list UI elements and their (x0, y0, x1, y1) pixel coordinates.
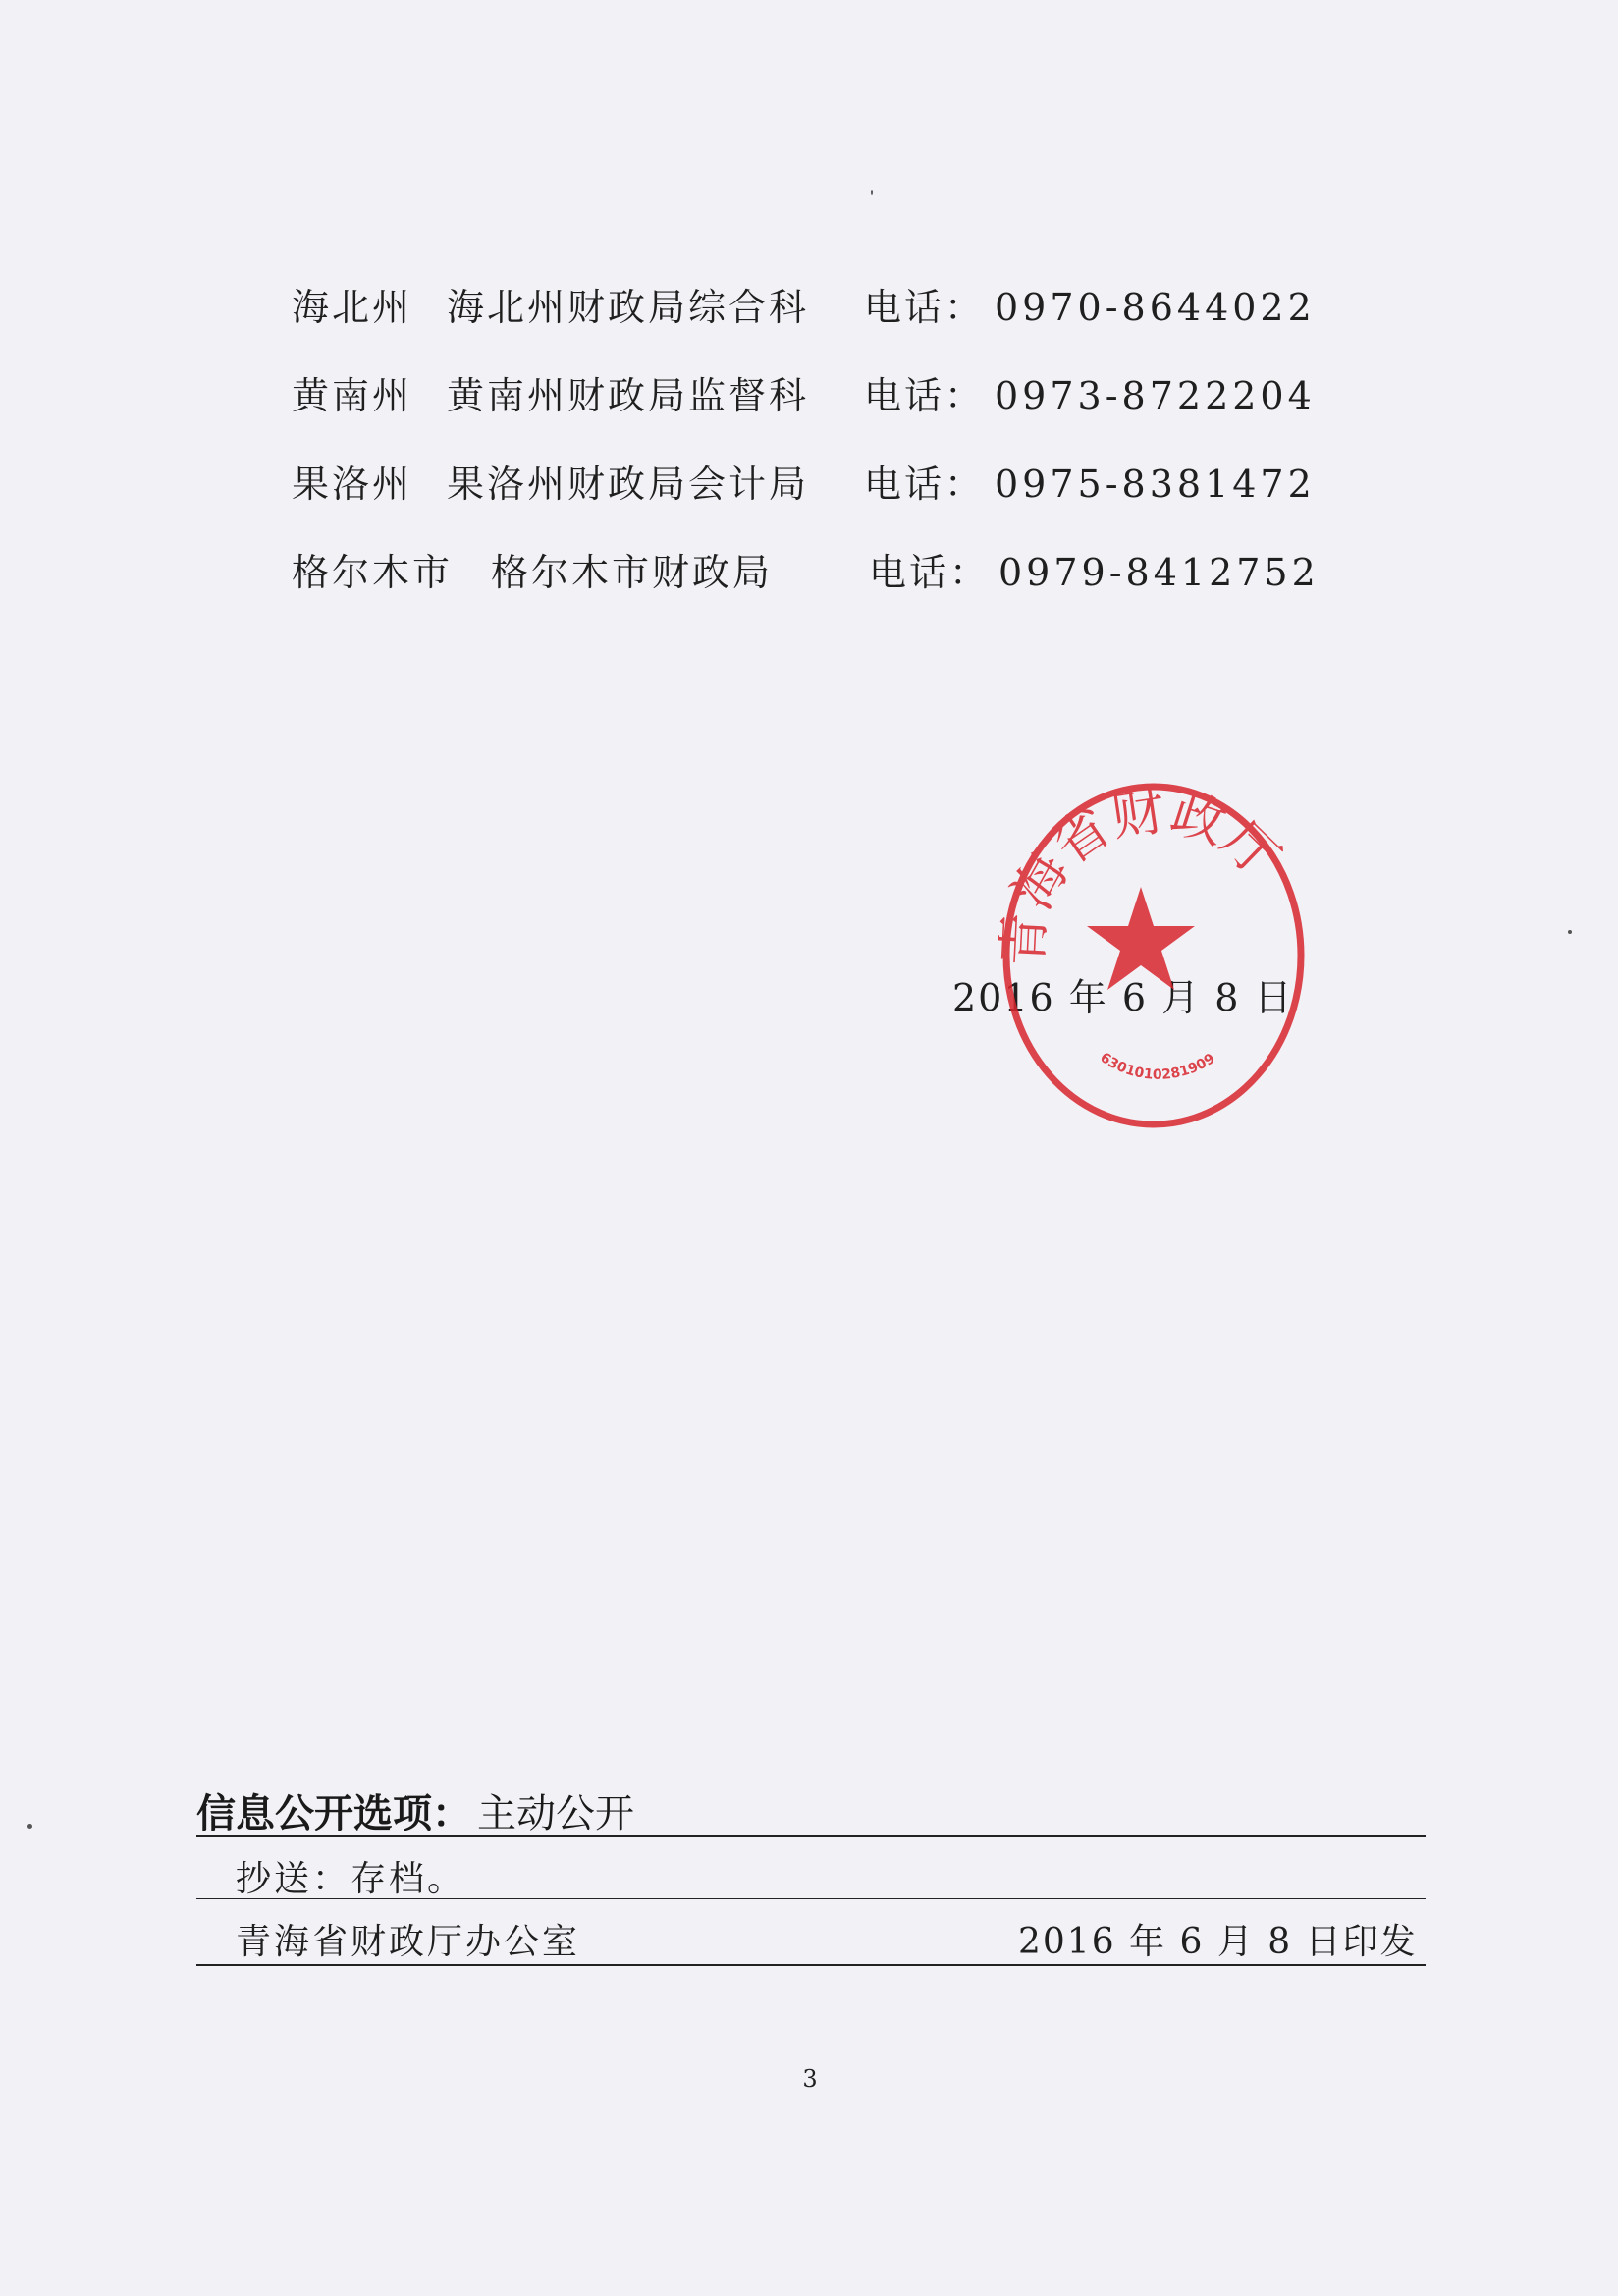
footer-rule-middle (196, 1898, 1426, 1899)
contact-region: 黄南州 (292, 374, 413, 417)
contact-phone-label: 电话： (864, 463, 986, 506)
contact-dept: 海北州财政局综合科 (447, 286, 810, 329)
contact-dept: 格尔木市财政局 (491, 551, 774, 594)
contact-phone: 0979-8412752 (998, 551, 1320, 594)
contact-region: 海北州 (292, 286, 413, 329)
contact-region: 果洛州 (292, 463, 413, 506)
scan-speck (27, 1824, 32, 1829)
signature-date: 2016 年 6 月 8 日 (952, 976, 1294, 1019)
official-seal (992, 779, 1311, 1132)
disclosure-label: 信息公开选项： (196, 1791, 471, 1836)
contact-phone-label: 电话： (864, 374, 986, 417)
seal-text: 青海省财政厅 (992, 779, 1292, 968)
issuer: 青海省财政厅办公室 (236, 1922, 581, 1962)
cc-line: 抄送：存档。 (236, 1859, 466, 1899)
contact-region: 格尔木市 (292, 551, 454, 594)
issue-date: 2016 年 6 月 8 日印发 (1018, 1922, 1418, 1962)
disclosure-option (196, 1782, 634, 1838)
contact-phone: 0975-8381472 (995, 463, 1316, 506)
page-number: 3 (802, 2065, 818, 2093)
contact-phone: 0970-8644022 (995, 286, 1316, 329)
footer-rule-bottom (196, 1964, 1426, 1966)
contact-dept: 果洛州财政局会计局 (447, 463, 810, 506)
footer-rule-top (196, 1835, 1426, 1837)
contact-dept: 黄南州财政局监督科 (447, 374, 810, 417)
contact-phone-label: 电话： (869, 551, 991, 594)
scan-speck (871, 190, 873, 195)
seal-number: 6301010281909 (1097, 1049, 1218, 1083)
seal-star-icon (1087, 887, 1195, 990)
scan-speck (1568, 930, 1572, 934)
contact-phone: 0973-8722204 (995, 374, 1316, 417)
contact-phone-label: 电话： (864, 286, 986, 329)
disclosure-value: 主动公开 (477, 1791, 634, 1836)
